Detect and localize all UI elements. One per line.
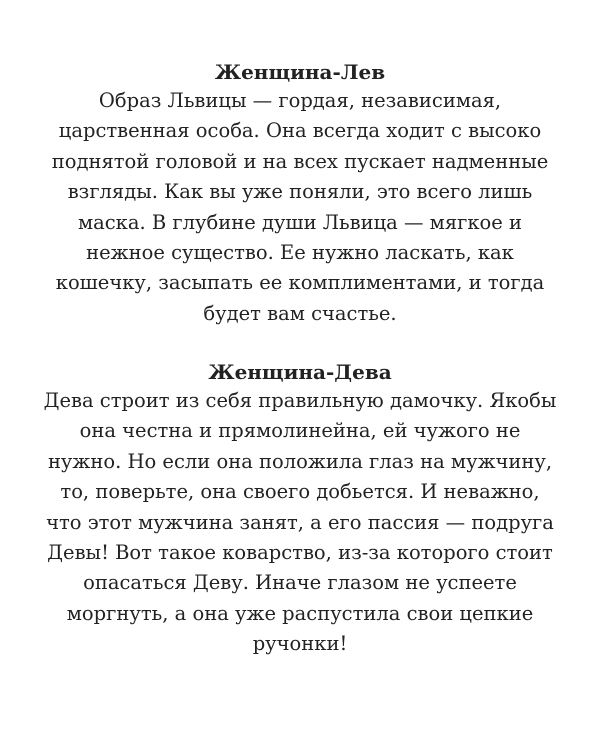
- text-line: Девы! Вот такое коварство, из-за которого стоит: [47, 541, 553, 565]
- section-body: [30, 386, 570, 660]
- text-line: что этот мужчина занят, а его пассия — подруга: [46, 510, 554, 534]
- text-line: нежное существо. Ее нужно ласкать, как: [86, 241, 514, 265]
- section-title: Женщина-Лев: [214, 60, 386, 84]
- text-line: взгляды. Как вы уже поняли, это всего лишь: [67, 180, 533, 204]
- text-line: будет вам счастье.: [203, 301, 397, 325]
- text-line: она честна и прямолинейна, ей чужого не: [79, 419, 521, 443]
- text-line: ручонки!: [252, 632, 348, 656]
- section-title: Женщина-Дева: [208, 360, 392, 384]
- text-line: то, поверьте, она своего добьется. И неважно,: [60, 480, 540, 504]
- text-line: маска. В глубине души Львица — мягкое и: [77, 210, 523, 234]
- text-line: поднятой головой и на всех пускает надменные: [51, 149, 549, 173]
- text-line: нужно. Но если она положила глаз на мужчину,: [47, 449, 553, 473]
- section-leo: [30, 58, 570, 329]
- text-line: кошечку, засыпать ее комплиментами, и тогда: [55, 271, 545, 295]
- text-line: Образ Львицы — гордая, независимая,: [98, 89, 502, 112]
- text-line: моргнуть, а она уже распустила свои цепкие: [66, 601, 534, 625]
- text-line: царственная особа. Она всегда ходит с высоко: [58, 119, 542, 143]
- text-line: опасаться Деву. Иначе глазом не успеете: [83, 571, 517, 595]
- section-virgo: [30, 358, 570, 660]
- text-line: Дева строит из себя правильную дамочку. Якобы: [43, 389, 557, 412]
- section-body: [30, 86, 570, 329]
